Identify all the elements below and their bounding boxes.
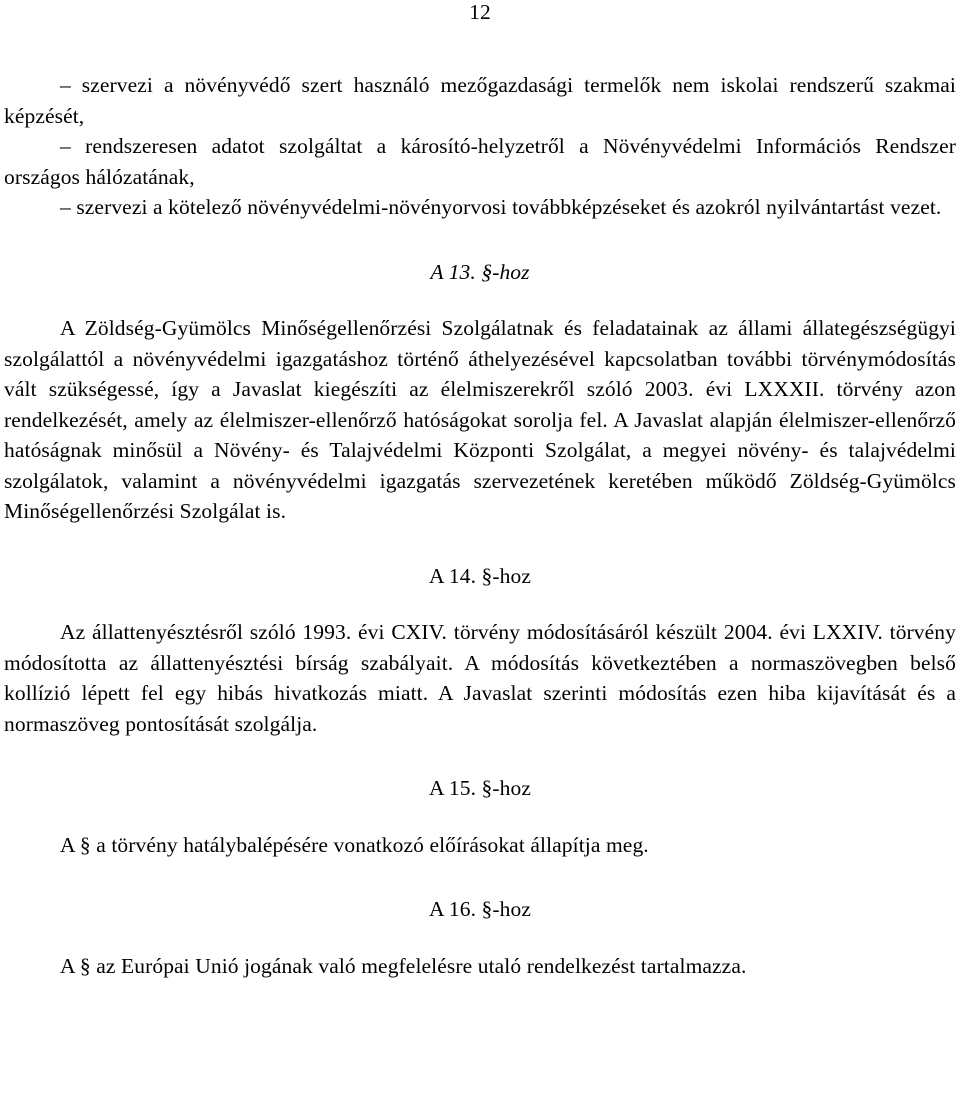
page-number: 12 bbox=[469, 0, 491, 24]
section-paragraph: A Zöldség-Gyümölcs Minőségellenőrzési Szolgálatnak és feladatainak az állami állategészségügyi szolgálattól a növényvédelmi igazgatáshoz történő áthelyezésével kapcsolatban további törvénymódosítás vált szükségessé, így a Javaslat kiegészíti az élelmiszerekről szóló 2003. évi LXXXII. törvény azon rendelkezését, amely az élelmiszer-ellenőrző hatóságokat sorolja fel. A Javaslat alapján élelmiszer-ellenőrző hatóságnak minősül a Növény- és Talajvédelmi Központi Szolgálat, a megyei növény- és talajvédelmi szolgálatok, valamint a növényvédelmi igazgatás szervezetének keretében működő Zöldség-Gyümölcs Minőségellenőrzési Szolgálat is. bbox=[4, 316, 956, 523]
section-heading: A 14. §-hoz bbox=[428, 563, 532, 588]
section-paragraph: A § az Európai Unió jogának való megfelelésre utaló rendelkezést tartalmazza. bbox=[60, 953, 747, 978]
section-14 bbox=[4, 561, 956, 740]
section-heading: A 13. §-hoz bbox=[430, 259, 530, 284]
section-paragraph: A § a törvény hatálybalépésére vonatkozó előírásokat állapítja meg. bbox=[60, 832, 649, 857]
list-item: – szervezi a kötelező növényvédelmi-növényorvosi továbbképzéseket és azokról nyilvántartást vezet. bbox=[60, 195, 942, 219]
section-13 bbox=[4, 257, 956, 527]
list-item: – rendszeresen adatot szolgáltat a károsító-helyzetről a Növényvédelmi Információs Rendszer országos hálózatának, bbox=[4, 134, 956, 189]
section-heading: A 16. §-hoz bbox=[428, 897, 532, 921]
duty-list bbox=[4, 70, 956, 223]
section-heading: A 15. §-hoz bbox=[428, 776, 532, 800]
document-body bbox=[4, 70, 956, 981]
section-16 bbox=[4, 894, 956, 981]
section-15 bbox=[4, 773, 956, 860]
section-paragraph: Az állattenyésztésről szóló 1993. évi CXIV. törvény módosításáról készült 2004. évi LXXIV. törvény módosította az állattenyésztési bírság szabályait. A módosítás következtében a normaszövegben belső kollízió lépett fel egy hibás hivatkozás miatt. A Javaslat szerinti módosítás ezen hiba kijavítását és a normaszöveg pontosítását szolgálja. bbox=[4, 620, 956, 736]
list-item: – szervezi a növényvédő szert használó mezőgazdasági termelők nem iskolai rendszerű szakmai képzését, bbox=[4, 73, 956, 128]
